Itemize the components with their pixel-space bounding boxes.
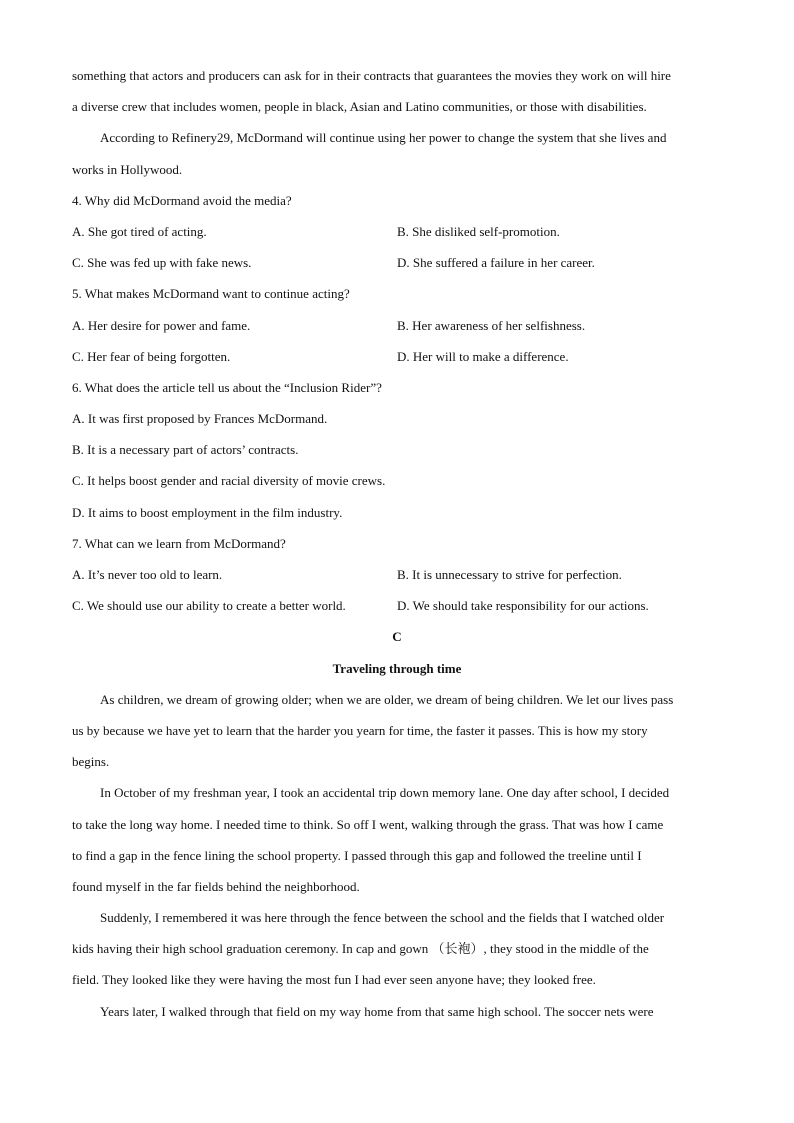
question-6-option-c: C. It helps boost gender and racial diversity of movie crews.: [72, 473, 386, 489]
passage-b-p1-line-1: something that actors and producers can ask for in their contracts that guarantees the movies they work on will hire: [72, 68, 671, 83]
question-7-option-b: B. It is unnecessary to strive for perfection.: [397, 567, 622, 582]
question-5-options-cd: [72, 341, 722, 372]
c-p3-line-1: Suddenly, I remembered it was here through the fence between the school and the fields that I watched older: [100, 910, 665, 926]
question-6-option-a: A. It was first proposed by Frances McDormand.: [72, 411, 328, 427]
question-5-option-d: D. Her will to make a difference.: [397, 348, 569, 364]
question-4-option-b: B. She disliked self-promotion.: [397, 223, 560, 239]
question-4-options-cd: [72, 247, 722, 278]
question-4-option-d: D. She suffered a failure in her career.: [397, 255, 595, 271]
c-p2-line-1: In October of my freshman year, I took an accidental trip down memory lane. One day after school, I decided: [100, 785, 670, 801]
document-page: [72, 60, 722, 1027]
question-4-stem: 4. Why did McDormand avoid the media?: [72, 192, 292, 208]
section-letter: C: [392, 629, 402, 645]
question-6-option-d: D. It aims to boost employment in the film industry.: [72, 504, 343, 520]
question-5-options-ab: [72, 310, 722, 341]
c-p3-line-3: field. They looked like they were having the most fun I had ever seen anyone have; they looked free.: [72, 972, 596, 988]
passage-b-p2-line-2: works in Hollywood.: [72, 161, 183, 177]
question-5-option-a: A. Her desire for power and fame.: [72, 317, 251, 333]
question-7-options-ab: [72, 559, 722, 590]
c-p1-line-2: us by because we have yet to learn that the harder you yearn for time, the faster it passes. This is how my story: [72, 722, 648, 738]
c-p4-line-1: Years later, I walked through that field on my way home from that same high school. The soccer nets were: [100, 1003, 654, 1019]
c-p3-line-2: kids having their high school graduation ceremony. In cap and gown （长袍）, they stood in the middle of the: [72, 941, 649, 957]
question-7-stem: 7. What can we learn from McDormand?: [72, 535, 286, 551]
passage-b-p2-line-1: According to Refinery29, McDormand will continue using her power to change the system that she lives and: [100, 130, 667, 146]
question-4-options-ab: [72, 216, 722, 247]
question-4-option-a: A. She got tired of acting.: [72, 223, 207, 239]
question-5-option-c: C. Her fear of being forgotten.: [72, 348, 231, 364]
question-7-option-c: C. We should use our ability to create a better world.: [72, 598, 346, 614]
c-p2-line-3: to find a gap in the fence lining the school property. I passed through this gap and followed the treeline until I: [72, 847, 642, 863]
question-7-option-d: D. We should take responsibility for our actions.: [397, 598, 649, 614]
passage-b-p1-line-2: a diverse crew that includes women, people in black, Asian and Latino communities, or those with disabilities.: [72, 99, 647, 115]
question-6-stem: 6. What does the article tell us about the “Inclusion Rider”?: [72, 379, 382, 395]
c-p2-line-2: to take the long way home. I needed time to think. So off I went, walking through the grass. That was how I came: [72, 816, 664, 832]
question-5-option-b: B. Her awareness of her selfishness.: [397, 317, 586, 333]
question-7-options-cd: [72, 590, 722, 621]
c-p1-line-1: As children, we dream of growing older; when we are older, we dream of being children. We let our lives pass: [100, 691, 674, 707]
c-p2-line-4: found myself in the far fields behind the neighborhood.: [72, 878, 360, 894]
question-7-option-a: A. It’s never too old to learn.: [72, 567, 223, 582]
passage-title: Traveling through time: [332, 660, 462, 676]
c-p1-line-3: begins.: [72, 754, 110, 770]
question-5-stem: 5. What makes McDormand want to continue acting?: [72, 286, 350, 302]
question-6-option-b: B. It is a necessary part of actors’ contracts.: [72, 442, 299, 458]
question-4-option-c: C. She was fed up with fake news.: [72, 255, 252, 271]
